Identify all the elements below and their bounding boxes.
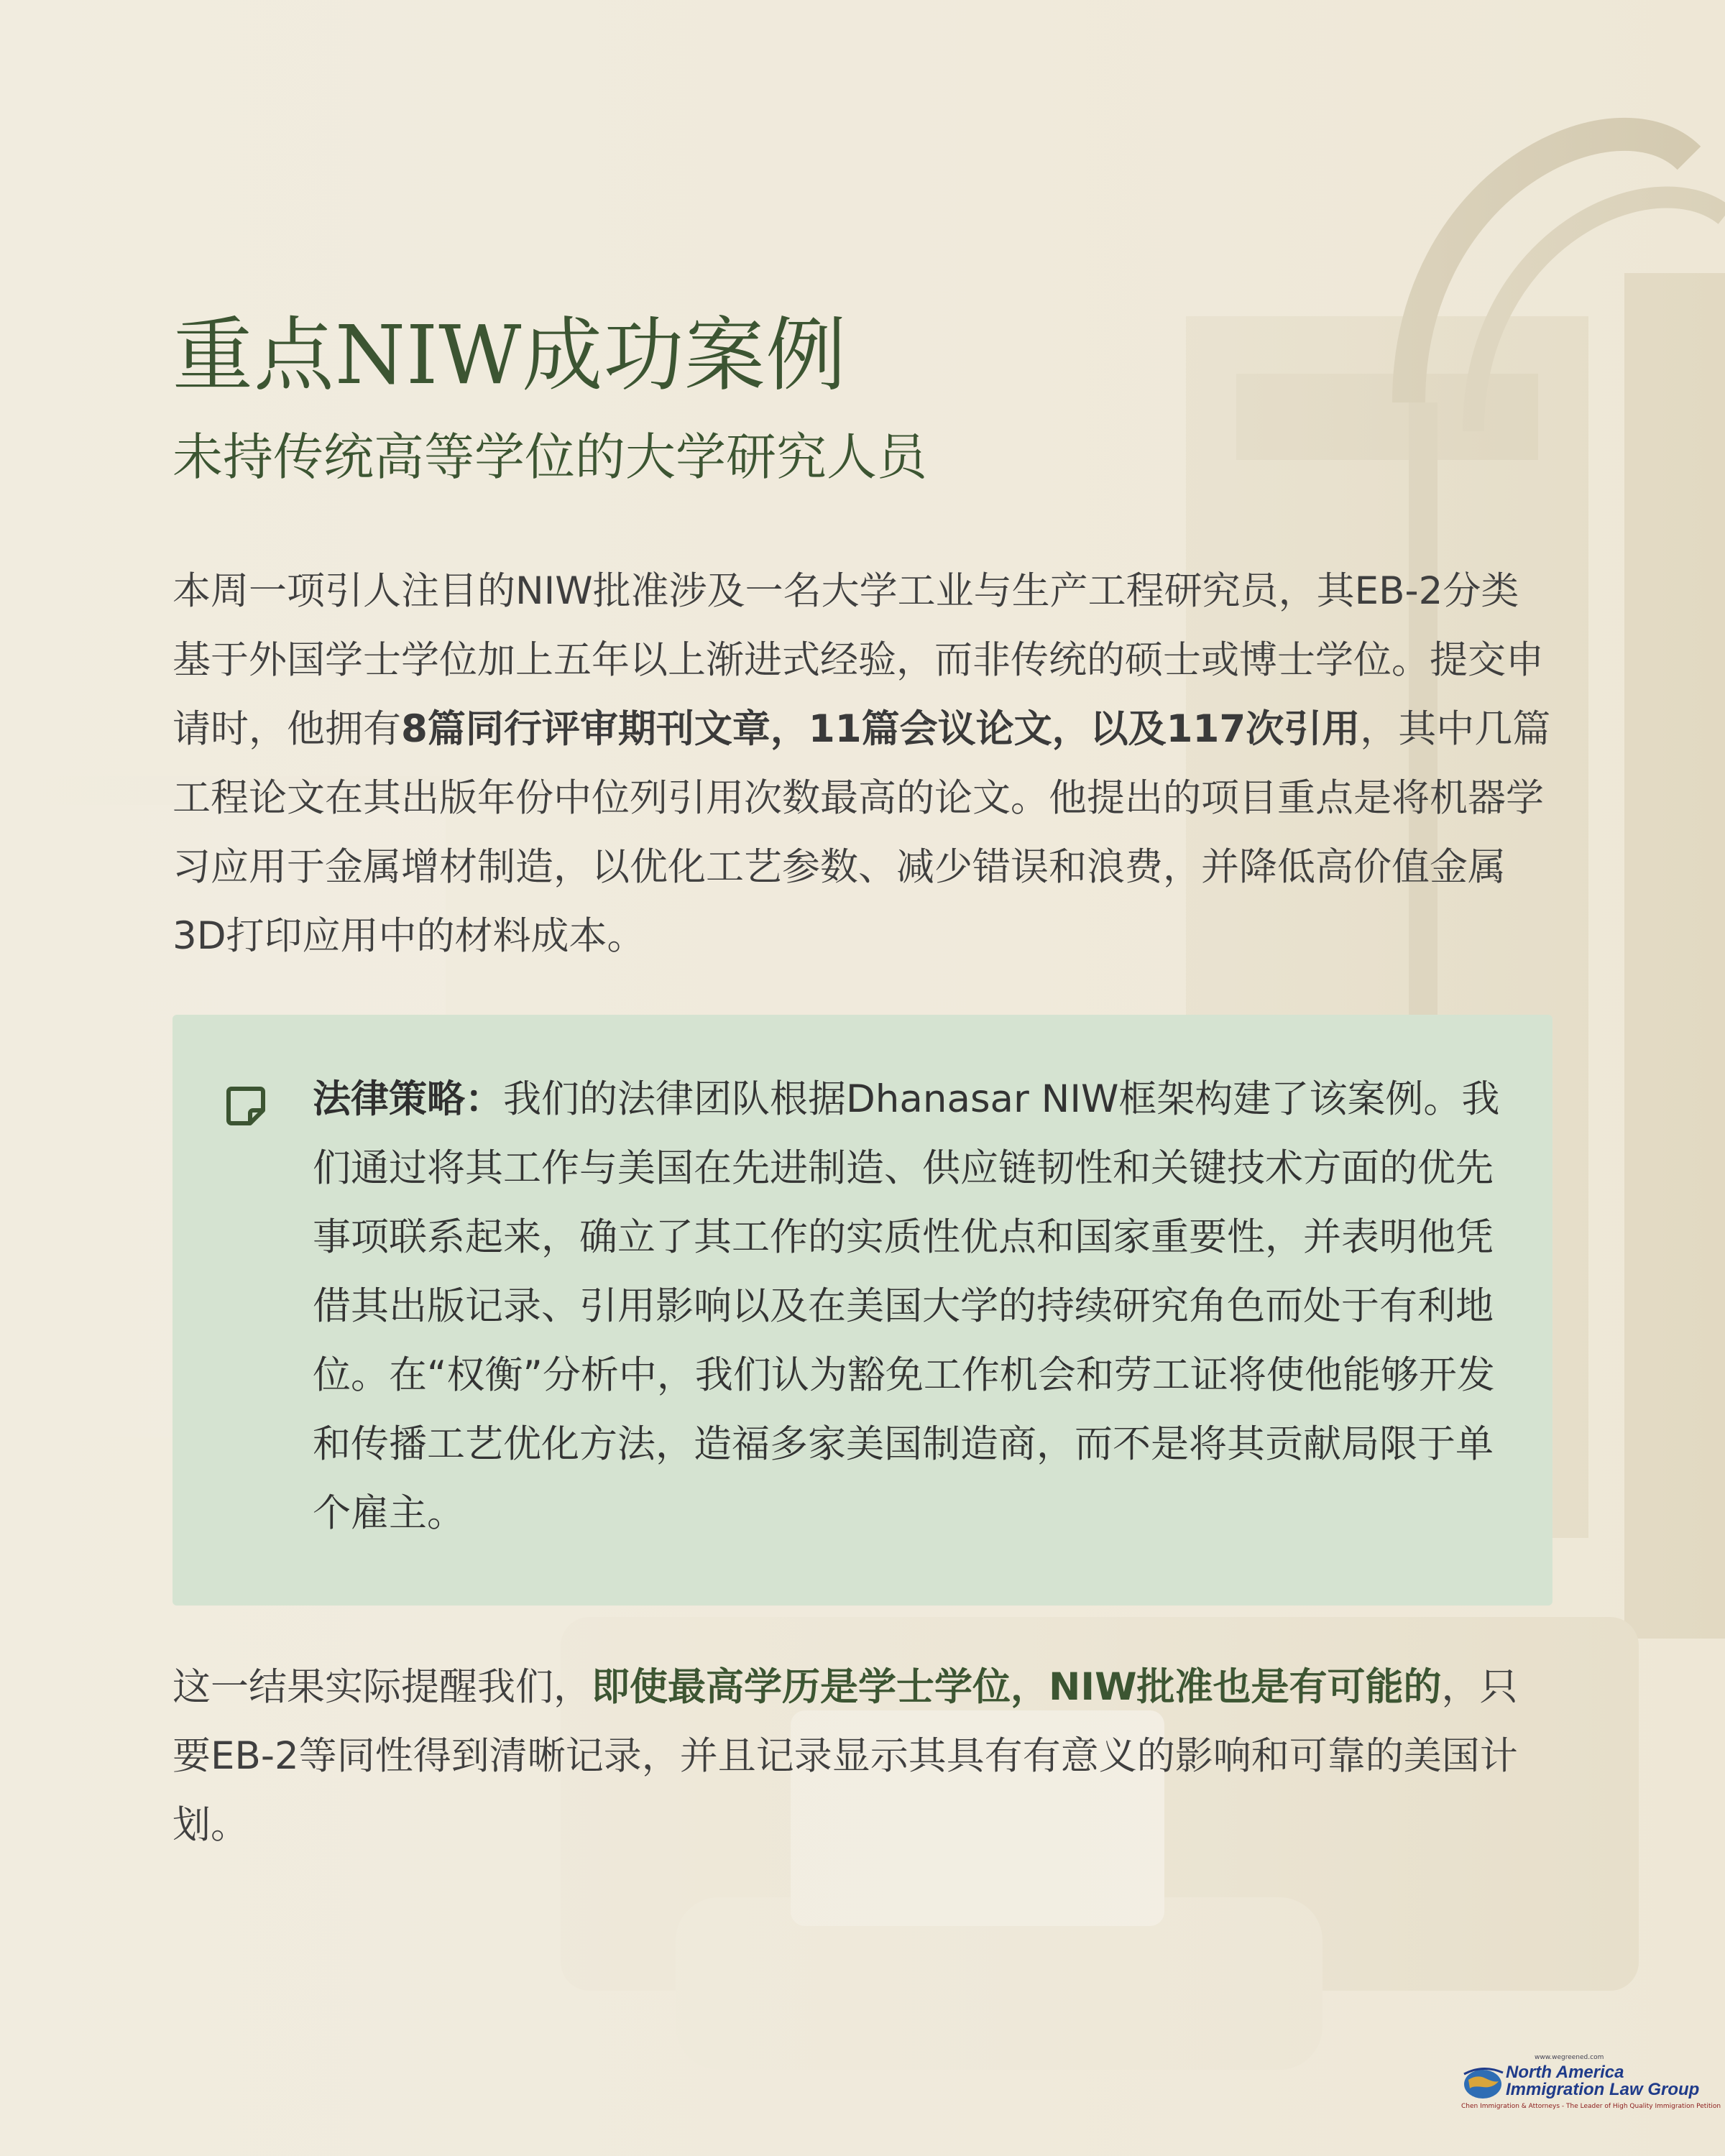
logo-line2: Immigration Law Group	[1506, 2080, 1700, 2099]
callout-paragraph	[313, 1065, 1506, 1548]
intro-text: 本周一项引人注目的NIW批准涉及一名大学工业与生产工程研究员，其EB-2分类基于外国学士学位加上五年以上渐进式经验，而非传统的硕士或博士学位。提交申请时，他拥有	[172, 569, 1544, 751]
globe-icon	[1461, 2067, 1504, 2100]
page-title: 重点NIW成功案例	[172, 309, 847, 402]
conclusion-highlight: 即使最高学历是学士学位，NIW批准也是有可能的	[592, 1665, 1442, 1709]
intro-paragraph	[172, 557, 1552, 971]
page-subtitle: 未持传统高等学位的大学研究人员	[172, 428, 927, 487]
intro-text-end: ，其中几篇工程论文在其出版年份中位列引用次数最高的论文。他提出的项目重点是将机器学习应用于金属增材制造，以优化工艺参数、减少错误和浪费，并降低高价值金属3D打印应用中的材料成本。	[172, 707, 1551, 958]
callout-body: 我们的法律团队根据Dhanasar NIW框架构建了该案例。我们通过将其工作与美国在先进制造、供应链韧性和关键技术方面的优先事项联系起来，确立了其工作的实质性优点和国家重要性，并表明他凭借其出版记录、引用影响以及在美国大学的持续研究角色而处于有利地位。在“权衡”分析中，我们认为豁免工作机会和劳工证将使他能够开发和传播工艺优化方法，造福多家美国制造商，而不是将其贡献局限于单个雇主。	[313, 1077, 1500, 1535]
callout-label: 法律策略：	[313, 1077, 503, 1121]
legal-strategy-callout	[172, 1015, 1552, 1606]
conclusion-paragraph	[172, 1653, 1552, 1860]
logo-url: www.wegreened.com	[1535, 2054, 1604, 2061]
sticky-note-icon	[223, 1083, 269, 1129]
intro-highlight: 8篇同行评审期刊文章，11篇会议论文，以及117次引用	[401, 707, 1361, 751]
company-logo	[1455, 2054, 1721, 2116]
conclusion-text-end: ，只要EB-2等同性得到清晰记录，并且记录显示其具有有意义的影响和可靠的美国计划。	[172, 1665, 1518, 1847]
logo-tagline: Chen Immigration & Attorneys - The Leader of High Quality Immigration Petition	[1461, 2103, 1721, 2110]
conclusion-text: 这一结果实际提醒我们，	[172, 1665, 592, 1709]
logo-line1: North America	[1506, 2063, 1624, 2082]
